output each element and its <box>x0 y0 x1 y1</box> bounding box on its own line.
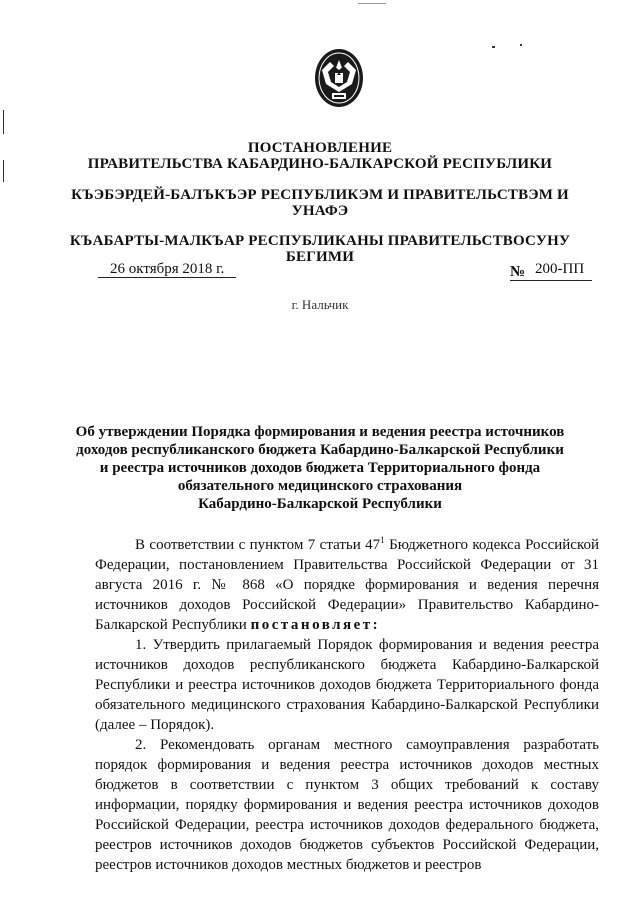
number-label: № <box>510 264 526 280</box>
coat-of-arms-icon <box>314 48 364 108</box>
scan-dot-1 <box>492 46 495 48</box>
number-underline <box>510 280 592 281</box>
date-underline <box>98 277 236 278</box>
doc-body <box>95 530 599 875</box>
preamble-text-a: В соответствии с пунктом 7 статьи 47 <box>135 537 381 553</box>
item-1: 1. Утвердить прилагаемый Порядок формирования и ведения реестра источников доходов республиканского бюджета Кабардино-Балкарской Республики и реестра источников доходов бюджета Территориального фонда обязательного медицинского страхования Кабардино-Балкарской Республики (далее – Порядок). <box>95 637 599 733</box>
decree-word: постановляет: <box>250 617 381 633</box>
scan-mark-top <box>358 3 386 4</box>
preamble-sup: 1 <box>380 535 385 545</box>
krc-line-2: БЕГИМИ <box>285 249 355 265</box>
item-2: 2. Рекомендовать органам местного самоуправления разработать порядок формирования и ведения реестра источников доходов местных бюджетов в соответствии с пунктом 3 общих требований к составу информации, порядку формирования и ведения реестра источников доходов Российской Федерации, реестра источников доходов федерального бюджета, реестров источников доходов бюджетов субъектов Российской Федерации, реестров источников доходов местных бюджетов и реестров <box>95 737 599 873</box>
title-line-2: доходов республиканского бюджета Кабардино-Балкарской Республики <box>76 442 564 458</box>
scan-mark-left <box>3 110 4 134</box>
scan-dot-2 <box>520 44 522 46</box>
title-line-3: и реестра источников доходов бюджета Территориального фонда <box>99 460 541 476</box>
gov-ru: ПРАВИТЕЛЬСТВА КАБАРДИНО-БАЛКАРСКОЙ РЕСПУБЛИКИ <box>87 156 553 172</box>
preamble <box>95 530 599 635</box>
kbd-line-2: УНАФЭ <box>291 203 349 219</box>
title-line-4: обязательного медицинского страхования <box>177 478 463 494</box>
doc-date: 26 октября 2018 г. <box>110 261 225 277</box>
doc-type: ПОСТАНОВЛЕНИЕ <box>247 140 393 156</box>
city: г. Нальчик <box>291 297 349 312</box>
title-line-5: Кабардино-Балкарской Республики <box>198 496 442 512</box>
krc-line-1: КЪАБАРТЫ-МАЛКЪАР РЕСПУБЛИКАНЫ ПРАВИТЕЛЬСТВОСУНУ <box>69 233 571 249</box>
preamble-text-b: Бюджетного кодекса Российской Федерации, постановлением Правительства Российской Федерации от 31 августа 2016 г. № 868 «О порядке формирования и ведения перечня источников доходов Российской Федерации» Правительство Кабардино-Балкарской Республики <box>95 537 600 633</box>
doc-title <box>0 423 640 513</box>
kbd-line-1: КЪЭБЭРДЕЙ-БАЛЪКЪЭР РЕСПУБЛИКЭМ И ПРАВИТЕЛЬСТВЭМ И <box>71 187 569 203</box>
doc-number: 200-ПП <box>535 261 585 277</box>
title-line-1: Об утверждении Порядка формирования и ведения реестра источников <box>75 424 565 440</box>
